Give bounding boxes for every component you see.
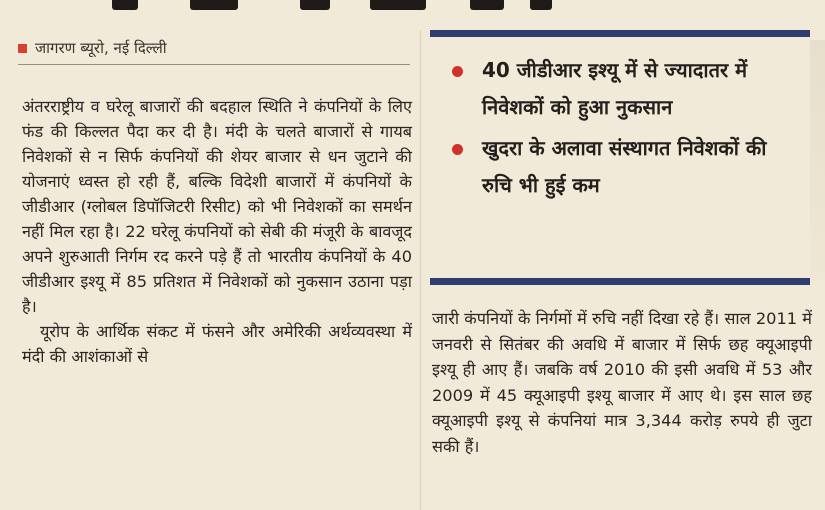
- highlight-box-top-rule: [430, 30, 810, 37]
- right-column-body: [432, 306, 812, 459]
- highlight-text: 40 जीडीआर इश्यू में से ज्यादातर में निवेशकों को हुआ नुकसान: [482, 58, 748, 119]
- left-column-body: [22, 94, 412, 369]
- highlight-box-bottom-rule: [430, 278, 810, 285]
- highlight-item: [430, 52, 790, 126]
- byline: [18, 38, 167, 58]
- highlight-item: [430, 130, 790, 204]
- paragraph: जारी कंपनियों के निर्गमों में रुचि नहीं दिखा रहे हैं। साल 2011 में जनवरी से सितंबर की अवधि में बाजार में सिर्फ छह क्यूआइपी इश्यू ही आए हैं। जबकि वर्ष 2010 की इसी अवधि में 53 और 2009 में 45 क्यूआइपी इश्यू बाजार में आए थे। इस साल छह क्यूआइपी इश्यू से कंपनियां मात्र 3,344 करोड़ रुपये ही जुटा सकी हैं।: [432, 309, 812, 456]
- bullet-icon: [452, 66, 463, 77]
- page-edge-bleed: [810, 40, 825, 280]
- paragraph: यूरोप के आर्थिक संकट में फंसने और अमेरिकी अर्थव्यवस्था में मंदी की आशंकाओं से: [22, 322, 412, 366]
- byline-marker-icon: [18, 44, 27, 53]
- highlight-text: खुदरा के अलावा संस्थागत निवेशकों की रुचि भी हुई कम: [482, 136, 767, 197]
- column-divider: [420, 30, 421, 510]
- byline-text: जागरण ब्यूरो, नई दिल्ली: [35, 39, 167, 57]
- byline-divider: [18, 64, 410, 65]
- bullet-icon: [452, 144, 463, 155]
- paragraph: अंतरराष्ट्रीय व घरेलू बाजारों की बदहाल स्थिति ने कंपनियों के लिए फंड की किल्लत पैदा कर दी है। मंदी के चलते बाजारों से गायब निवेशकों से न सिर्फ कंपनियों की शेयर बाजार से धन जुटाने की योजनाएं ध्वस्त हो रही हैं, बल्कि विदेशी बाजारों में कंपनियों के जीडीआर (ग्लोबल डिपॉजिटरी रिसीट) को भी निवेशकों का समर्थन नहीं मिल रहा है। 22 घरेलू कंपनियों को सेबी की मंजूरी के बावजूद अपने शुरुआती निर्गम रद करने पड़े हैं तो भारतीय कंपनियों के 40 जीडीआर इश्यू में 85 प्रतिशत में निवेशकों को नुकसान उठाना पड़ा है।: [22, 97, 412, 316]
- highlight-box: [430, 52, 790, 204]
- cropped-headline: [0, 0, 560, 14]
